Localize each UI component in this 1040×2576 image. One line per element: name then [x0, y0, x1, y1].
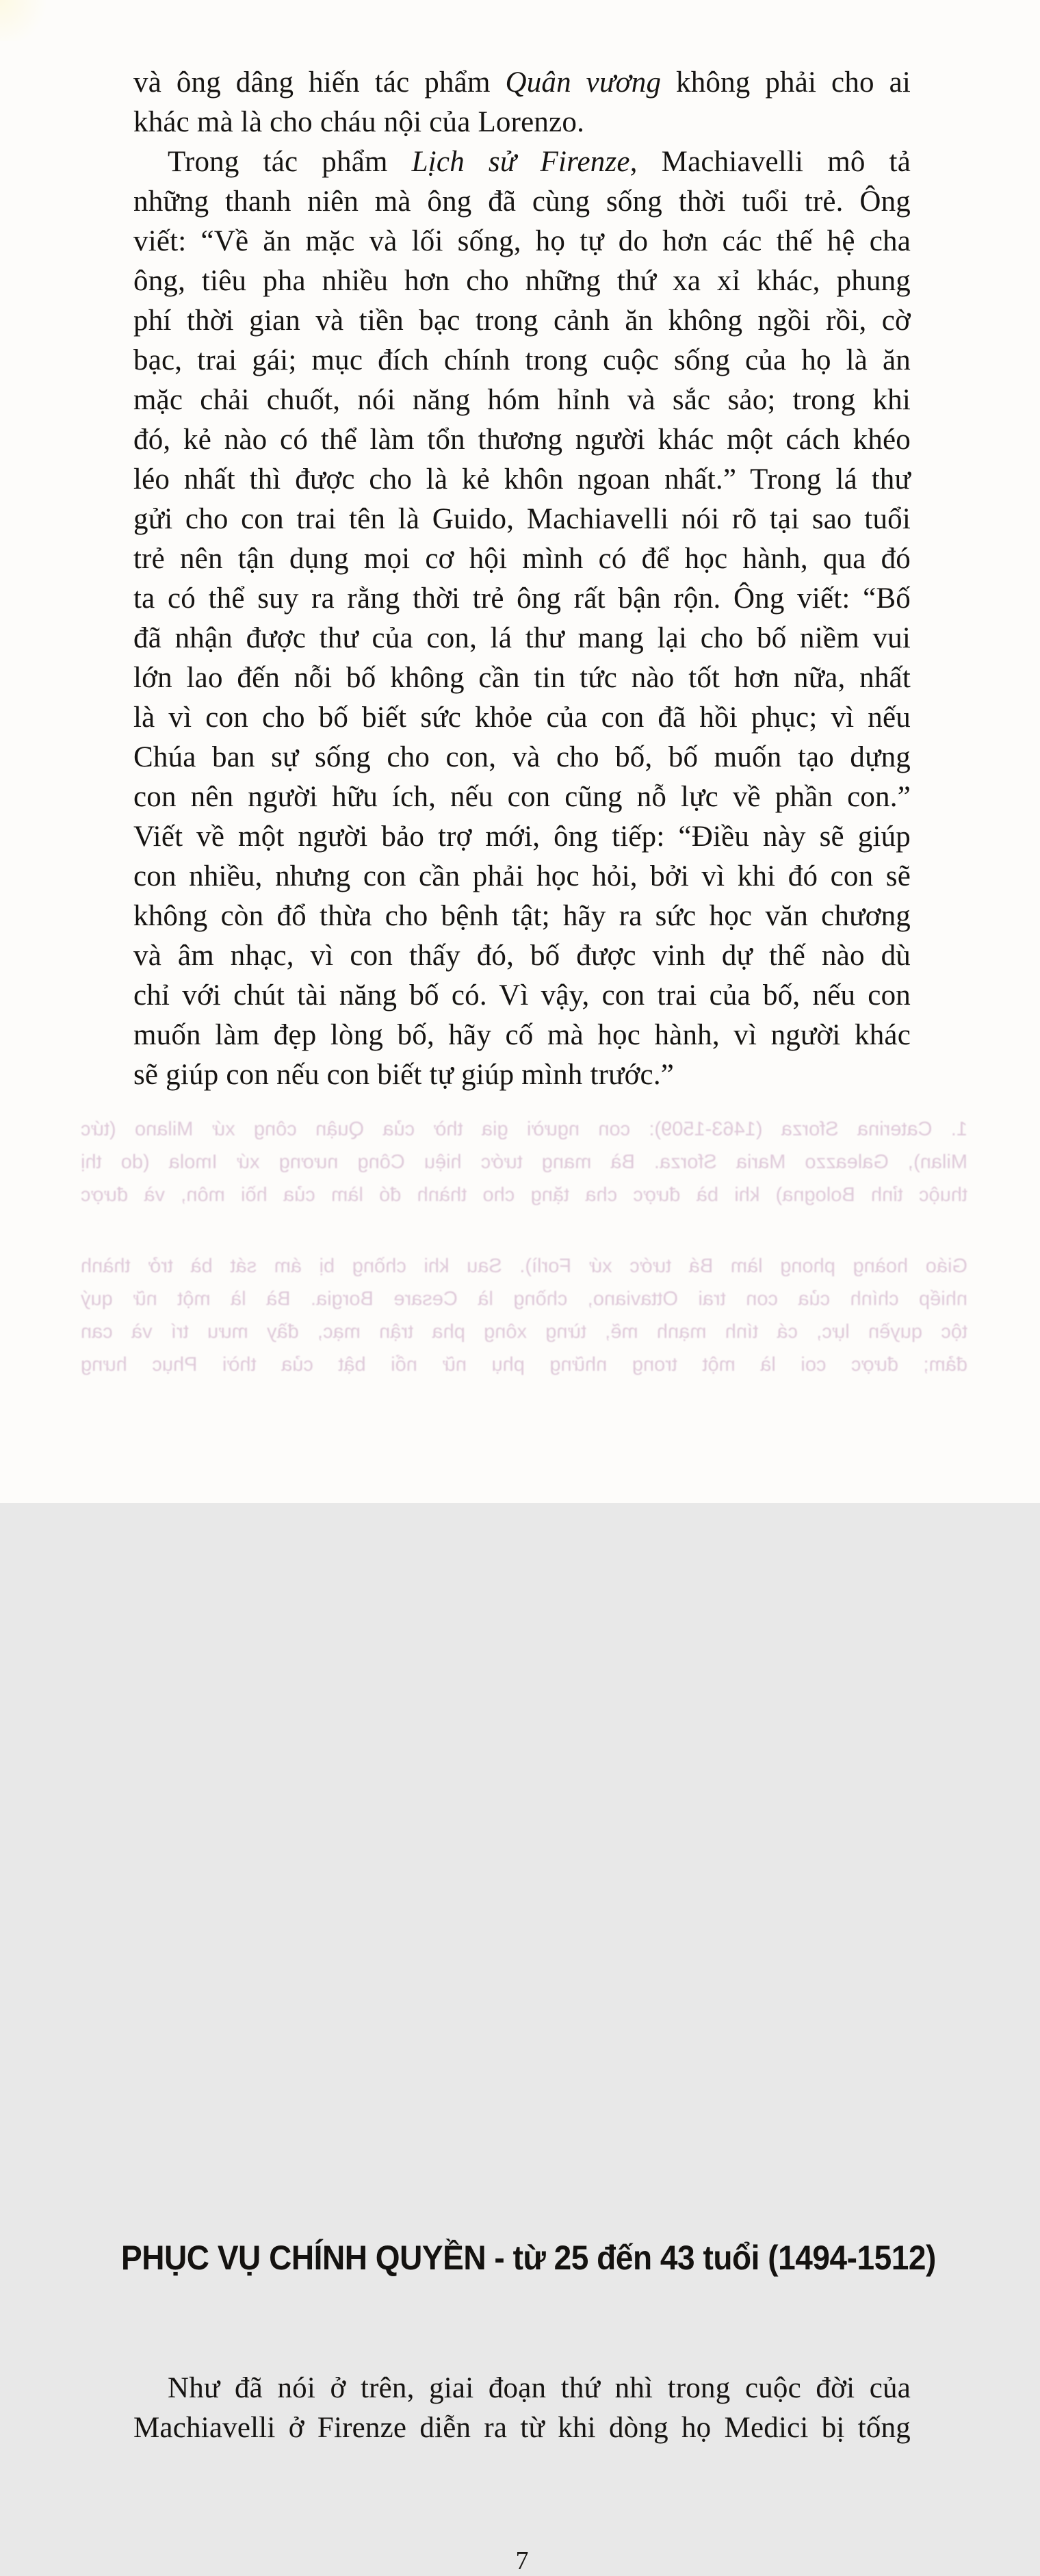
bleedthrough-line: tộc quyền lực, cá tính mạnh mẽ, từng xông pha trận mạc, đầy mưu trí và can	[81, 1321, 967, 1343]
body-line: khác mà là cho cháu nội của Lorenzo.	[133, 106, 585, 138]
body-text: không phải cho ai	[661, 66, 911, 99]
body-line: đó, kẻ nào có thể làm tổn thương người khác một cách khéo	[133, 424, 911, 456]
body-text: Machiavelli mô tả	[637, 146, 911, 178]
page-number: 7	[515, 2547, 529, 2575]
bleedthrough-line: nhiếp chính của con trai Ottaviano, chồng là Cesare Borgia. Bà là một nữ quý	[81, 1288, 967, 1310]
body-line: Viết về một người bảo trợ mới, ông tiếp: “Điều này sẽ giúp	[133, 821, 911, 853]
body-line: sẽ giúp con nếu con biết tự giúp mình trước.”	[133, 1059, 675, 1091]
body-text-column	[133, 2369, 911, 2448]
body-text-column	[133, 63, 911, 1095]
body-line: bạc, trai gái; mục đích chính trong cuộc sống của họ là ăn	[133, 344, 911, 376]
body-line: viết: “Về ăn mặc và lối sống, họ tự do hơn các thế hệ cha	[133, 225, 911, 257]
body-line: ta có thể suy ra rằng thời trẻ ông rất bận rộn. Ông viết: “Bố	[133, 582, 911, 615]
body-line: mặc chải chuốt, nói năng hóm hỉnh và sắc sảo; trong khi	[133, 384, 911, 416]
bleedthrough-block	[81, 1113, 967, 1213]
body-line: Chúa ban sự sống cho con, và cho bố, bố muốn tạo dựng	[133, 741, 911, 773]
body-line: gửi cho con trai tên là Guido, Machiavelli nói rõ tại sao tuổi	[133, 503, 911, 535]
bleedthrough-line: Giáo hoàng phong làm Bá tước xứ Forlì). Sau khi chồng bị ám sát bà trở thành	[81, 1255, 967, 1277]
italic-book-title: Quân vương	[505, 66, 662, 99]
body-line: lớn lao đến nỗi bố không cần tin tức nào tốt hơn nữa, nhất	[133, 662, 911, 694]
italic-book-title: Lịch sử Firenze,	[411, 146, 638, 178]
body-line: những thanh niên mà ông đã cùng sống thời tuổi trẻ. Ông	[133, 185, 911, 218]
bleedthrough-line: thuộc tỉnh Bologna) khi bà được cha tặng cho thành đó làm của hồi môn, và được	[81, 1184, 967, 1206]
body-line: trẻ nên tận dụng mọi cơ hội mình có để học hành, qua đó	[133, 543, 911, 575]
body-line	[133, 142, 911, 182]
bleedthrough-block	[81, 1250, 967, 1382]
body-line: con nên người hữu ích, nếu con cũng nỗ lực về phần con.”	[133, 781, 911, 813]
body-line: và âm nhạc, vì con thấy đó, bố được vinh dự thế nào dù	[133, 940, 911, 972]
section-heading: PHỤC VỤ CHÍNH QUYỀN - từ 25 đến 43 tuổi (1494-1512)	[121, 2239, 936, 2277]
body-line: Như đã nói ở trên, giai đoạn thứ nhì trong cuộc đời của	[168, 2372, 911, 2404]
bleedthrough-line: Milan), Galeazzo Maria Sforza. Bà mang tước hiệu Công nương xứ Imola (do thị	[81, 1151, 967, 1173]
bleedthrough-line: 1. Caterina Sforza (1463-1509): con người gia thờ của Quận công xứ Milano (tức	[81, 1118, 967, 1140]
body-line: đã nhận được thư của con, lá thư mang lại cho bố niềm vui	[133, 622, 911, 654]
scan-corner-tint	[0, 0, 48, 41]
body-text: Trong tác phẩm	[168, 146, 412, 178]
body-line: muốn làm đẹp lòng bố, hãy cố mà học hành, vì người khác	[133, 1019, 911, 1051]
body-line: phí thời gian và tiền bạc trong cảnh ăn không ngồi rồi, cờ	[133, 305, 911, 337]
body-line: không còn đổ thừa cho bệnh tật; hãy ra sức học văn chương	[133, 900, 911, 932]
body-line: là vì con cho bố biết sức khỏe của con đã hồi phục; vì nếu	[133, 701, 911, 734]
body-text: và ông dâng hiến tác phẩm	[133, 66, 506, 99]
body-line: Machiavelli ở Firenze diễn ra từ khi dòng họ Medici bị tống	[133, 2412, 911, 2444]
body-line: léo nhất thì được cho là kẻ khôn ngoan nhất.” Trong lá thư	[133, 463, 911, 495]
bleedthrough-line: đảm; được coi là một trong những phụ nữ nổi bật của thời Phục hưng	[81, 1354, 967, 1376]
body-line	[133, 63, 911, 103]
body-line: ông, tiêu pha nhiều hơn cho những thứ xa xỉ khác, phung	[133, 265, 911, 297]
body-line: chỉ với chút tài năng bố có. Vì vậy, con trai của bố, nếu con	[133, 979, 911, 1012]
body-line: con nhiều, nhưng con cần phải học hỏi, bởi vì khi đó con sẽ	[133, 860, 911, 892]
